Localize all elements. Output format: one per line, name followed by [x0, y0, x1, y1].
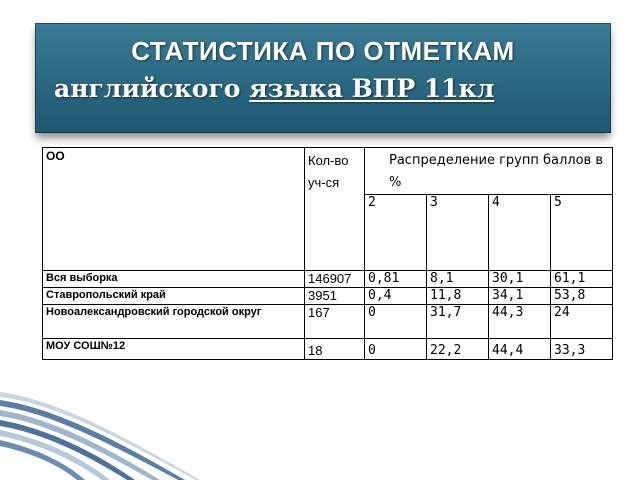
- row-grade-2: 0: [365, 305, 427, 339]
- row-count: 146907: [305, 271, 365, 288]
- row-name: МОУ СОШ№12: [43, 339, 305, 360]
- row-name: Новоалександровский городской округ: [43, 305, 305, 339]
- decorative-stripes: [0, 370, 200, 480]
- row-grade-2: 0,81: [365, 271, 427, 288]
- title-line-2: [54, 74, 494, 103]
- table-row: [43, 305, 613, 339]
- table-row: [43, 288, 613, 305]
- header-grade-2: 2: [365, 195, 427, 271]
- header-oo: ОО: [43, 148, 305, 271]
- header-count: Кол-во уч-ся: [305, 148, 365, 271]
- row-grade-3: 11,8: [427, 288, 489, 305]
- header-grade-5: 5: [551, 195, 613, 271]
- header-grade-3: 3: [427, 195, 489, 271]
- title-line-2-part-b: языка ВПР 11кл: [249, 74, 495, 103]
- table-row: [43, 271, 613, 288]
- row-grade-4: 34,1: [489, 288, 551, 305]
- title-banner: [36, 24, 610, 132]
- row-count: 18: [305, 339, 365, 360]
- row-name: Ставропольский край: [43, 288, 305, 305]
- row-grade-2: 0: [365, 339, 427, 360]
- table-row: [43, 339, 613, 360]
- row-grade-3: 22,2: [427, 339, 489, 360]
- row-grade-5: 53,8: [551, 288, 613, 305]
- row-grade-3: 8,1: [427, 271, 489, 288]
- grades-statistics-table: [42, 147, 613, 360]
- header-grade-4: 4: [489, 195, 551, 271]
- row-name: Вся выборка: [43, 271, 305, 288]
- row-grade-5: 33,3: [551, 339, 613, 360]
- header-distribution: Распределение групп баллов в %: [365, 148, 613, 195]
- row-grade-3: 31,7: [427, 305, 489, 339]
- row-grade-5: 24: [551, 305, 613, 339]
- row-grade-2: 0,4: [365, 288, 427, 305]
- row-grade-4: 44,4: [489, 339, 551, 360]
- row-grade-4: 30,1: [489, 271, 551, 288]
- title-line-2-part-a: английского: [54, 74, 250, 103]
- row-count: 167: [305, 305, 365, 339]
- title-line-1: СТАТИСТИКА ПО ОТМЕТКАМ: [131, 36, 515, 66]
- row-grade-5: 61,1: [551, 271, 613, 288]
- row-count: 3951: [305, 288, 365, 305]
- row-grade-4: 44,3: [489, 305, 551, 339]
